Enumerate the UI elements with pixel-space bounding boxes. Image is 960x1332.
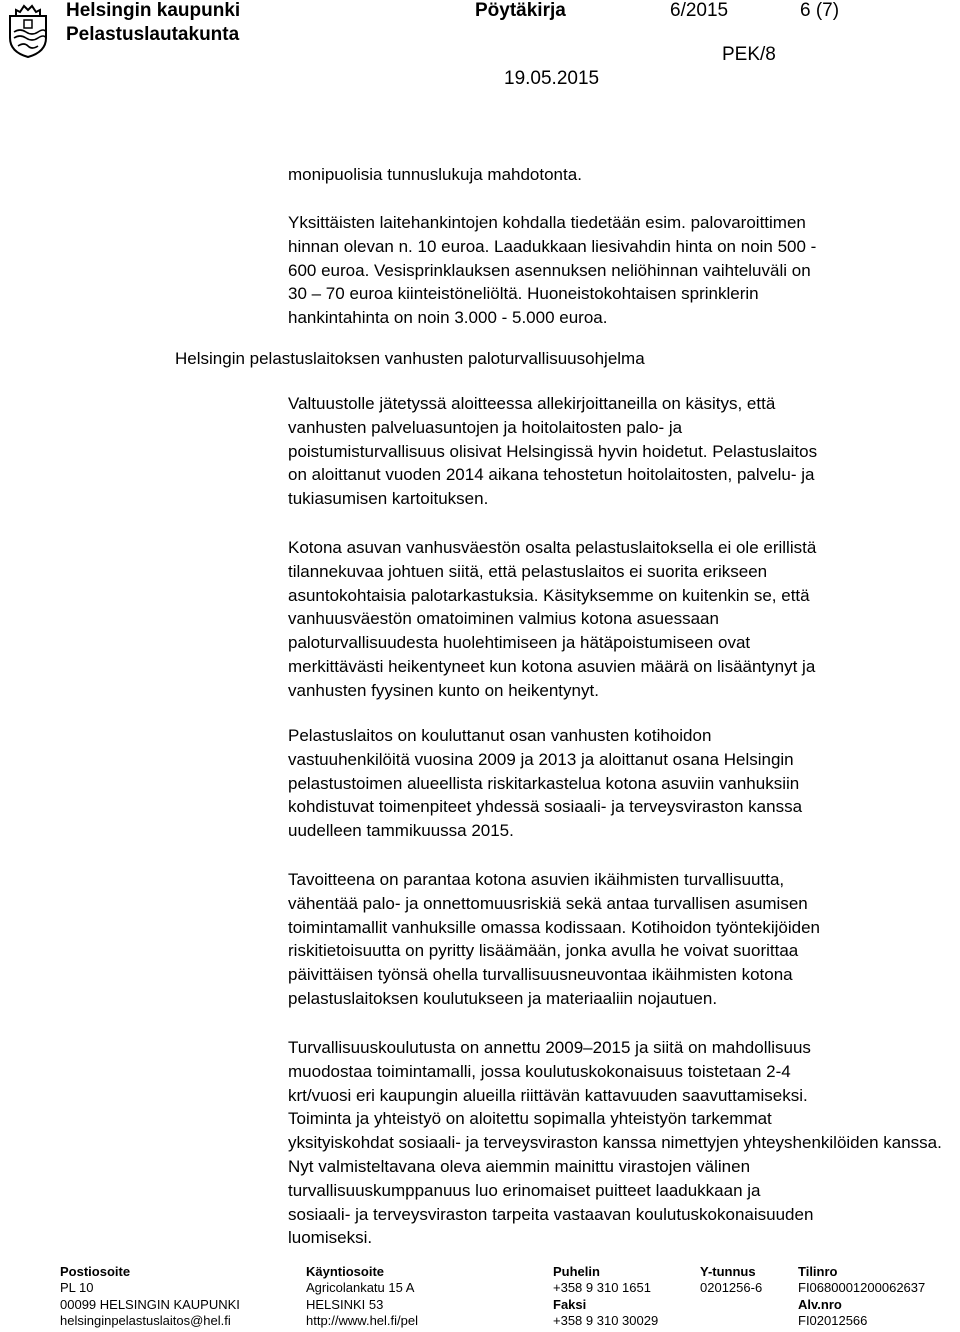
paragraph-7: Turvallisuuskoulutusta on annettu 2009–2015 ja siitä on mahdollisuus muodostaa toimintamalli, jossa koulutuskokonaisuus toistetaan 2-4 krt/vuosi eri kaupungin alueilla riittävän kattavuuden saavuttamiseksi. Toiminta ja yhteistyö on aloitettu sopimalla yhteistyön tarkemmat yksityiskohdat sosiaali- ja terveysviraston kanssa nimettyjen yhteyshenkilöiden kanssa. Nyt valmisteltavana oleva aiemmin mainittu virastojen välinen turvallisuuskumppanuus luo erinomaiset puitteet laadukkaan ja sosiaali- ja terveysviraston tarpeita vastaavan koulutuskokonaisuuden luomiseksi. (288, 1038, 942, 1248)
footer-label-tilinro: Tilinro (798, 1264, 838, 1279)
paragraph-5: Pelastuslaitos on kouluttanut osan vanhusten kotihoidon vastuuhenkilöitä vuosina 2009 ja 2013 ja aloittanut osana Helsingin pelastustoimen alueellista riskitarkastelua kotona asuviin vanhuksiin kohdistuvat toimenpiteet yhdessä sosiaali- ja terveysviraston kanssa uudelleen tammikuussa 2015. (288, 726, 803, 841)
helsinki-crest-icon (6, 2, 50, 58)
paragraph-1: monipuolisia tunnuslukuja mahdotonta. (288, 165, 582, 184)
section-heading: Helsingin pelastuslaitoksen vanhusten paloturvallisuusohjelma (175, 349, 645, 368)
footer-ytunnus (700, 1264, 762, 1297)
paragraph-3: Valtuustolle jätetyssä aloitteessa allekirjoittaneilla on käsitys, että vanhusten palveluasuntojen ja hoitolaitosten palo- ja poistumisturvallisuus olisivat Helsingissä hyvin hoidetut. Pelastuslaitos on aloittanut vuoden 2014 aikana tehostetun hoitolaitosten, palvelu- ja tukiasumisen kartoituksen. (288, 394, 818, 509)
footer-city: HELSINKI 53 (306, 1296, 384, 1312)
footer-account-number: FI0680001200062637 (798, 1280, 926, 1296)
footer-label-kayntiosoite: Käyntiosoite (306, 1264, 385, 1279)
footer-postiosoite (60, 1264, 240, 1329)
paragraph-2: Yksittäisten laitehankintojen kohdalla tiedetään esim. palovaroittimen hinnan olevan n. 10 euroa. Laadukkaan liesivahdin hinta on noin 500 - 600 euroa. Vesisprinklauksen asennuksen neliöhinnan vaihteluväli on 30 – 70 euroa kiinteistöneliöltä. Huoneistokohtaisen sprinklerin hankintahinta on noin 3.000 - 5.000 euroa. (288, 213, 817, 328)
footer-label-faksi: Faksi (553, 1296, 587, 1312)
footer-website: http://www.hel.fi/pel (306, 1312, 418, 1328)
footer-street: Agricolankatu 15 A (306, 1280, 415, 1296)
footer-label-alv: Alv.nro (798, 1296, 842, 1312)
footer-tilinro (798, 1264, 925, 1329)
paragraph-6: Tavoitteena on parantaa kotona asuvien ikäihmisten turvallisuutta, vähentää palo- ja onnettomuusriskiä sekä antaa turvallisen asumisen toimintamallit vanhuksille omassa kodissaan. Kotihoidon työntekijöiden riskitietoisuutta on pyritty lisäämään, jonka avulla he voivat suorittaa päivittäisen työnsä ohella turvallisuusneuvontaa ikäihmisten kotona pelastuslaitoksen koulutukseen ja materiaaliin nojautuen. (288, 870, 821, 1008)
footer-postal-city: 00099 HELSINGIN KAUPUNKI (60, 1296, 240, 1312)
page-number: 6 (7) (800, 0, 840, 21)
footer-fax: +358 9 310 30029 (553, 1312, 659, 1328)
footer-vat-number: FI02012566 (798, 1312, 868, 1328)
doc-number: 6/2015 (670, 0, 729, 21)
footer-business-id: 0201256-6 (700, 1280, 763, 1296)
footer-label-puhelin: Puhelin (553, 1264, 600, 1279)
board-name: Pelastuslautakunta (66, 24, 240, 45)
meeting-date: 19.05.2015 (504, 68, 600, 89)
footer-puhelin (553, 1264, 658, 1329)
footer-label-postiosoite: Postiosoite (60, 1264, 131, 1279)
section-id: PEK/8 (722, 44, 776, 65)
footer-kayntiosoite (306, 1264, 418, 1329)
paragraph-4: Kotona asuvan vanhusväestön osalta pelastuslaitoksella ei ole erillistä tilannekuvaa johtuen siitä, että pelastuslaitos ei suorita erikseen asuntokohtaisia palotarkastuksia. Käsityksemme on kuitenkin se, että vanhuusväestön omatoiminen valmius kotona asuessaan paloturvallisuudesta huolehtimiseen ja hätäpoistumiseen ovat merkittävästi heikentyneet kun kotona asuvien määrä on lisääntynyt ja vanhusten fyysinen kunto on heikentynyt. (288, 538, 817, 700)
footer-label-ytunnus: Y-tunnus (700, 1264, 756, 1279)
footer-phone: +358 9 310 1651 (553, 1280, 651, 1296)
doc-type: Pöytäkirja (475, 0, 566, 21)
footer-po-box: PL 10 (60, 1280, 94, 1296)
org-name: Helsingin kaupunki (66, 0, 241, 21)
footer-email: helsinginpelastuslaitos@hel.fi (60, 1312, 231, 1328)
